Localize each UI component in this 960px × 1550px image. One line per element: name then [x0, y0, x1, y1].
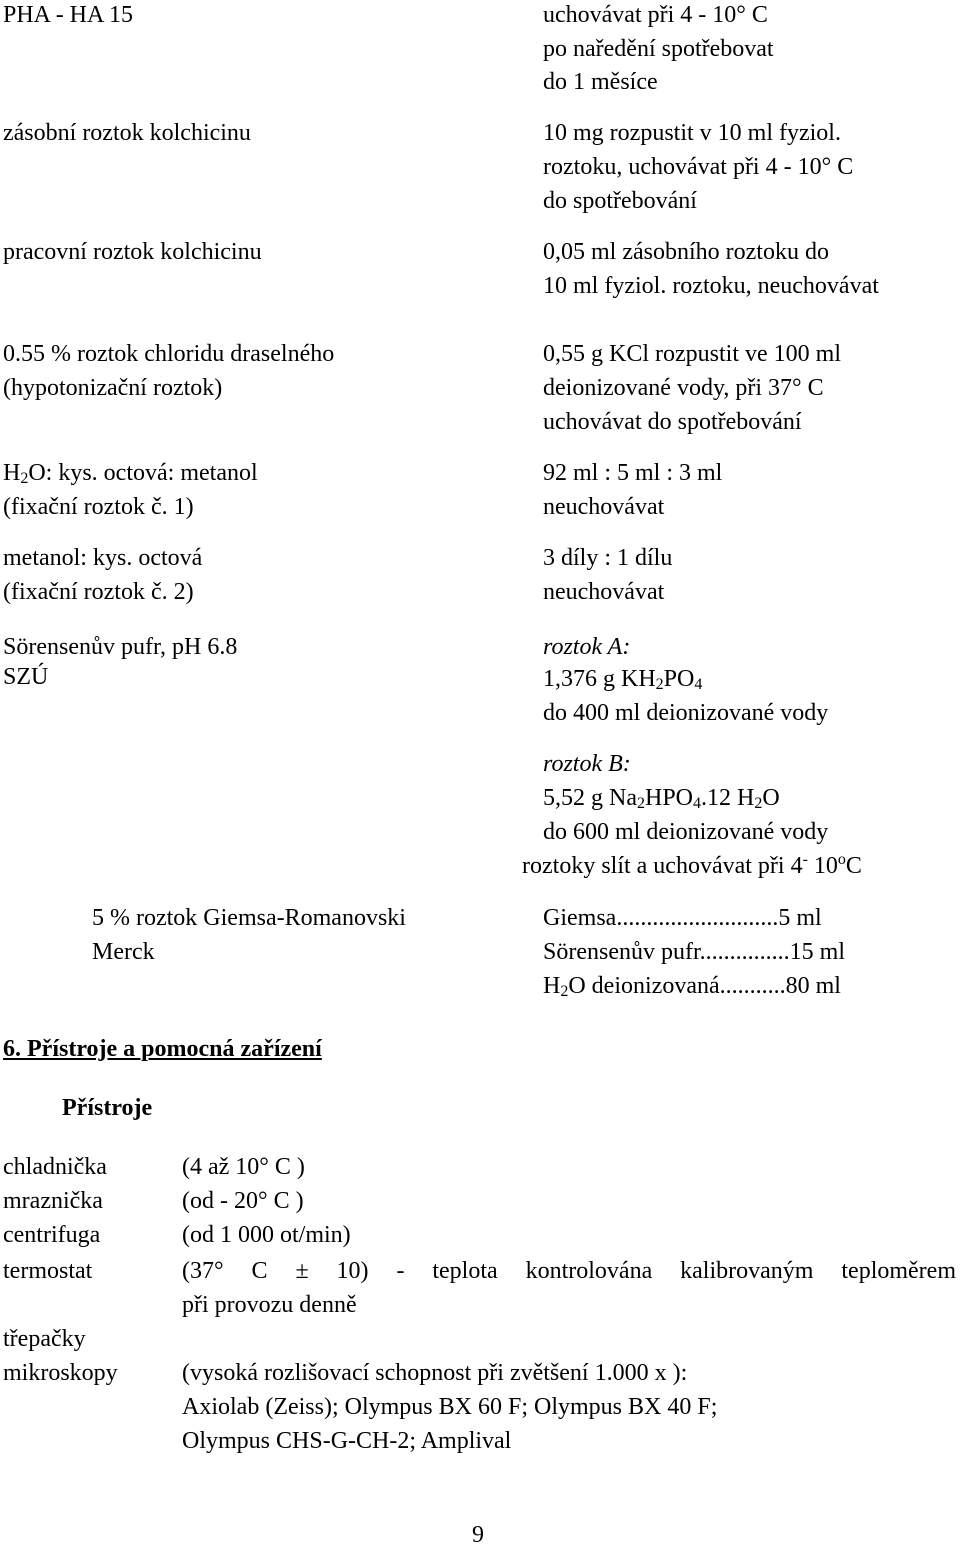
instrument-name: chladnička: [3, 1154, 107, 1180]
solution-b-label: roztok B:: [543, 751, 631, 777]
reagent-name: 5 % roztok Giemsa-Romanovski: [92, 905, 406, 931]
instrument-desc: (37° C ± 10) - teplota kontrolována kalibrovaným teploměrem: [182, 1258, 956, 1284]
reagent-note: 10 mg rozpustit v 10 ml fyziol.: [543, 120, 841, 146]
reagent-note: 10 ml fyziol. roztoku, neuchovávat: [543, 273, 879, 299]
solution-b-volume: do 600 ml deionizované vody: [543, 819, 829, 845]
giemsa-component: Sörensenův pufr...............15 ml: [543, 939, 845, 965]
reagent-note: 92 ml : 5 ml : 3 ml: [543, 460, 723, 486]
reagent-note: do spotřebování: [543, 188, 697, 214]
reagent-note: uchovávat při 4 - 10° C: [543, 2, 768, 28]
instrument-desc: (od - 20° C ): [182, 1188, 304, 1214]
instrument-desc: při provozu denně: [182, 1292, 357, 1318]
instrument-desc: (od 1 000 ot/min): [182, 1222, 351, 1248]
reagent-name: (fixační roztok č. 2): [3, 579, 194, 605]
solution-b-formula: 5,52 g Na2HPO4.12 H2O: [543, 785, 780, 812]
giemsa-component: Giemsa...........................5 ml: [543, 905, 822, 931]
reagent-name: H2O: kys. octová: metanol: [3, 460, 258, 487]
section-heading: 6. Přístroje a pomocná zařízení: [3, 1036, 322, 1062]
reagent-note: deionizované vody, při 37° C: [543, 375, 824, 401]
reagent-name: (fixační roztok č. 1): [3, 494, 194, 520]
solution-a-formula: 1,376 g KH2PO4: [543, 666, 703, 693]
reagent-note: neuchovávat: [543, 579, 665, 605]
reagent-note: 0,55 g KCl rozpustit ve 100 ml: [543, 341, 841, 367]
reagent-name: PHA - HA 15: [3, 2, 134, 28]
solution-a-volume: do 400 ml deionizované vody: [543, 700, 829, 726]
reagent-name: SZÚ: [3, 664, 49, 690]
reagent-name: (hypotonizační roztok): [3, 375, 223, 401]
instrument-name: mikroskopy: [3, 1360, 118, 1386]
instrument-name: mraznička: [3, 1188, 103, 1214]
reagent-note: roztoku, uchovávat při 4 - 10° C: [543, 154, 854, 180]
instrument-name: termostat: [3, 1258, 93, 1284]
reagent-name: pracovní roztok kolchicinu: [3, 239, 262, 265]
page-number: 9: [472, 1522, 484, 1548]
reagent-name: Sörensenův pufr, pH 6.8: [3, 634, 238, 660]
reagent-note: po naředění spotřebovat: [543, 36, 774, 62]
reagent-name: Merck: [92, 939, 155, 965]
instrument-desc: Axiolab (Zeiss); Olympus BX 60 F; Olympus BX 40 F;: [182, 1394, 718, 1420]
reagent-note: neuchovávat: [543, 494, 665, 520]
solution-a-label: roztok A:: [543, 634, 631, 660]
mixing-note: roztoky slít a uchovávat při 4- 10$^o$C: [522, 851, 862, 879]
reagent-note: 3 díly : 1 dílu: [543, 545, 673, 571]
reagent-name: 0.55 % roztok chloridu draselného: [3, 341, 335, 367]
giemsa-component: H2O deionizovaná...........80 ml: [543, 973, 841, 1000]
instrument-desc: (vysoká rozlišovací schopnost při zvětšení 1.000 x ):: [182, 1360, 688, 1386]
reagent-name: zásobní roztok kolchicinu: [3, 120, 251, 146]
reagent-note: 0,05 ml zásobního roztoku do: [543, 239, 829, 265]
reagent-name: metanol: kys. octová: [3, 545, 203, 571]
reagent-note: do 1 měsíce: [543, 69, 658, 95]
reagent-note: uchovávat do spotřebování: [543, 409, 802, 435]
instrument-desc: (4 až 10° C ): [182, 1154, 305, 1180]
instrument-name: centrifuga: [3, 1222, 101, 1248]
instrument-desc: Olympus CHS-G-CH-2; Amplival: [182, 1428, 512, 1454]
subsection-heading: Přístroje: [62, 1095, 153, 1121]
instrument-name: třepačky: [3, 1326, 86, 1352]
